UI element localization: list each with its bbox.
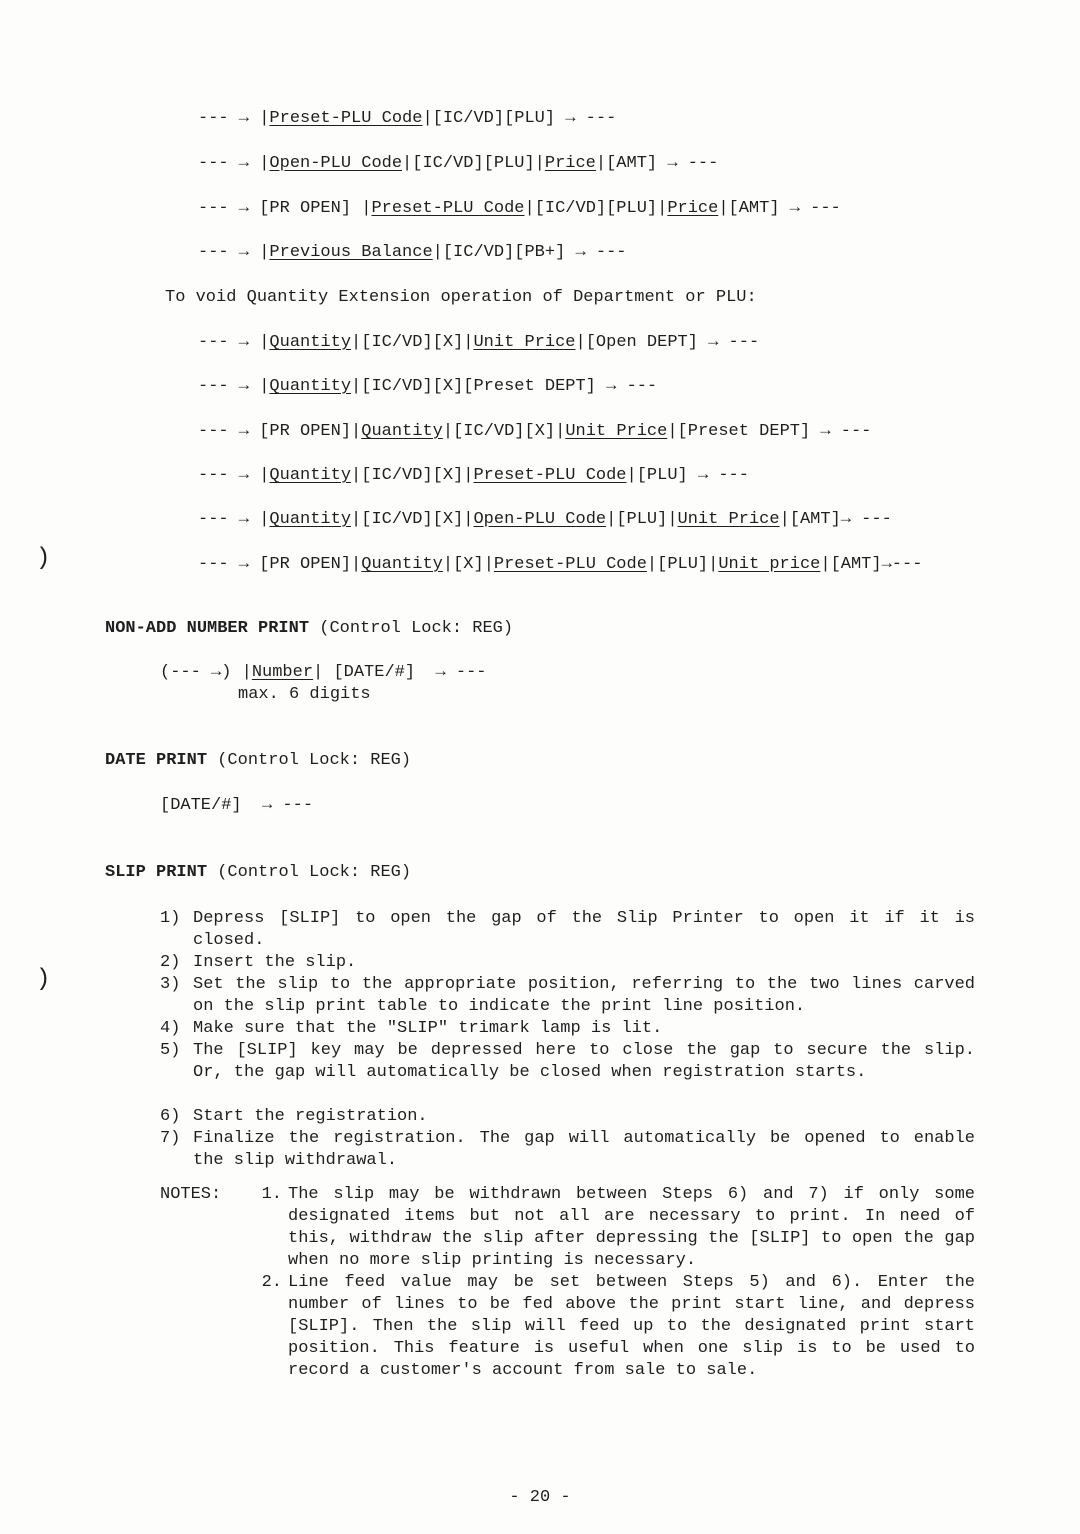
nonadd-max-digits: max. 6 digits	[238, 685, 371, 704]
slip-heading: SLIP PRINT (Control Lock: REG)	[105, 863, 412, 882]
qty-line-open-dept: --- → |Quantity|[IC/VD][X]|Unit Price|[Open DEPT] → ---	[198, 333, 760, 352]
slip-step-5: 5) The [SLIP] key may be depressed here to close the gap to secure the slip. Or, the gap will automatically be closed when registration starts.	[160, 1041, 975, 1082]
nonadd-sequence: (--- →) |Number| [DATE/#] → ---	[160, 663, 487, 682]
slip-step-3: 3) Set the slip to the appropriate position, referring to the two lines carved on the slip print table to indicate the print line position.	[160, 975, 975, 1016]
slip-step-2: 2) Insert the slip.	[160, 953, 357, 972]
void-line-previous-balance: --- → |Previous Balance|[IC/VD][PB+] → ---	[198, 243, 627, 262]
page-number: - 20 -	[509, 1488, 571, 1507]
slip-step-1: 1) Depress [SLIP] to open the gap of the Slip Printer to open it if it is closed.	[160, 909, 975, 950]
qty-line-pr-open-preset-plu: --- → [PR OPEN]|Quantity|[X]|Preset-PLU Code|[PLU]|Unit price|[AMT]→---	[198, 555, 923, 574]
qty-line-preset-plu: --- → |Quantity|[IC/VD][X]|Preset-PLU Code|[PLU] → ---	[198, 466, 749, 485]
slip-step-7: 7) Finalize the registration. The gap will automatically be opened to enable the slip withdrawal.	[160, 1129, 975, 1170]
void-line-pr-open-preset-plu: --- → [PR OPEN] |Preset-PLU Code|[IC/VD][PLU]|Price|[AMT] → ---	[198, 199, 841, 218]
note-2: 2. Line feed value may be set between Steps 5) and 6). Enter the number of lines to be fed above the print start line, and depress [SLIP]. Then the slip will feed up to the designated print start position. This feature is useful when one slip is to be used to record a customer's account from sale to sale.	[261, 1273, 975, 1380]
date-heading: DATE PRINT (Control Lock: REG)	[105, 751, 412, 770]
qty-line-open-plu: --- → |Quantity|[IC/VD][X]|Open-PLU Code|[PLU]|Unit Price|[AMT]→ ---	[198, 510, 892, 529]
qty-intro: To void Quantity Extension operation of Department or PLU:	[165, 288, 757, 307]
margin-mark-1: )	[36, 545, 51, 572]
note-1: NOTES: 1. The slip may be withdrawn between Steps 6) and 7) if only some designated items but not all are necessary to print. In need of this, withdraw the slip after depressing the [SLIP] to open the gap when no more slip printing is necessary.	[160, 1185, 975, 1270]
slip-step-4: 4) Make sure that the "SLIP" trimark lamp is lit.	[160, 1019, 663, 1038]
qty-line-preset-dept: --- → |Quantity|[IC/VD][X][Preset DEPT] → ---	[198, 377, 658, 396]
notes-label: NOTES:	[160, 1185, 222, 1204]
qty-line-pr-open-preset-dept: --- → [PR OPEN]|Quantity|[IC/VD][X]|Unit Price|[Preset DEPT] → ---	[198, 422, 872, 441]
void-line-open-plu: --- → |Open-PLU Code|[IC/VD][PLU]|Price|[AMT] → ---	[198, 154, 719, 173]
void-line-preset-plu: --- → |Preset-PLU Code|[IC/VD][PLU] → ---	[198, 109, 617, 128]
date-sequence: [DATE/#] → ---	[160, 796, 314, 815]
slip-step-6: 6) Start the registration.	[160, 1107, 428, 1126]
nonadd-heading: NON-ADD NUMBER PRINT (Control Lock: REG)	[105, 619, 514, 638]
margin-mark-2: )	[36, 966, 51, 993]
